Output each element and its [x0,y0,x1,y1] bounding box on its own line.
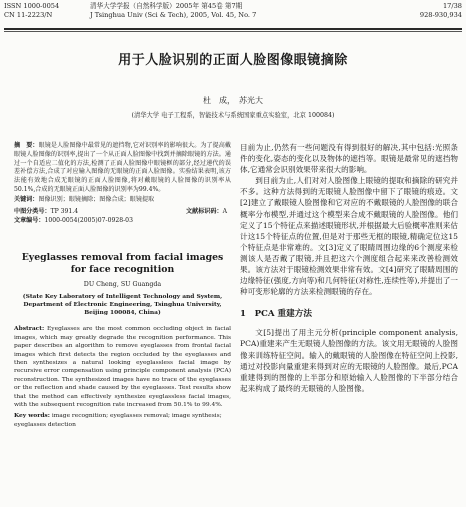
journal-header [4,2,462,28]
section-heading-1: 1 PCA 重建方法 [240,309,312,320]
keywords-zh-text: 图像识别；眼镜摘除；图像合成；眼镜提取 [38,195,155,203]
authors-en: DU Cheng, SU Guangda [83,280,162,288]
left-column [14,142,231,429]
body-paragraph-2: 到目前为止,人们对对人脸图像上眼镜的提取和摘除的研究并不多。这种方法得到的无眼镜人脸图像中留下了眼镜的痕迹。文[2]建立了戴眼镜人脸图像和它对应的不戴眼镜的人脸图像的联合概率分布模型,并通过这个模型来合成不戴眼镜的人脸图像。他们定义了15个特征点来描述眼镜形状,并根据最大后验概率准则来估计这15个特征点的位置,但是对于那些无框的眼镜,精确定位这15个特征点是非常难的。文[3]定义了眼睛周围边缘的6个测度来检测该人是否戴了眼镜,并且把这六个测度组合起来来改善检测效果。该方法对于眼镜检测效果非常有效。文[4]研究了眼睛周围的边缘特征(强度,方向等)和几何特征(对称性,连续性等),并提出了一种可变形轮廓的方法来检测眼镜的存在。 [240,176,458,297]
page-counter: 17/38 [442,2,462,10]
keywords-en [14,412,231,429]
abstract-zh-label: 摘 要： [14,142,39,149]
header-rule-thin [4,31,462,32]
clc-label: 中图分类号： [14,207,51,215]
body-paragraph-1: 目前为止,仍然有一些问题没有得到很好的解决,其中包括:光照条件的变化,姿态的变化以及物体的遮挡等。眼镜是最常见的遮挡物体,它通常会识别效果带来很大的影响。 [240,143,458,175]
doc-code: A [222,207,227,215]
issn-block [4,2,59,19]
journal-name-en: J Tsinghua Univ (Sci & Tech), 2005, Vol. 45, No. 7 [90,10,257,19]
right-column [240,142,458,394]
abstract-zh-text: 眼镜是人脸图像中最常见的遮挡物,它对识别率的影响很大。为了提高戴眼镜人脸图像的识别率,提出了一个从正面人脸图像中找到并摘除眼镜的方法。通过一个自适应二值化的方法,检测了正面人脸图像中眼镜框的部分,经过递代的误差补偿方法,合成了对应输入图像的无眼镜的正面人脸图像。实验结果表明,该方法能有效地合成无眼镜的正面人脸图像,将对戴眼镜的人脸图像的识别率从50.1%,合成的无眼镜正面人脸图像的识别率为99.4%。 [14,142,232,193]
paper-title-en: Eyeglasses removal from facial images for face recognition [21,251,224,276]
affiliation-en: (State Key Laboratory of Intelligent Technology and System, Department of Electronic Engineering, Tsinghua University, Beijing 100084, China) [22,292,223,317]
abstract-en-label: Abstract: [14,325,45,333]
issn: ISSN 1000-0054 [4,2,60,10]
classification-line [14,207,231,216]
abstract-zh [14,142,231,195]
keywords-zh [14,196,231,205]
authors-zh: 杜 成， 苏光大 [203,96,263,105]
journal-name-block [90,2,256,19]
abstract-en-text: Eyeglasses are the most common occluding object in facial images, which may greatly degrade the recognition performance. This paper describes an algorithm to remove eyeglasses from frontal facial images which first detects the region occluded by the eyeglasses and then synthesizes a natural looking eyeglassless facial image by recursive error compensation using principle component analysis (PCA) reconstruction. The synthesized images have no trace of the eyeglasses or the reflection and shade caused by the eyeglasses. Test results show that the method can effectively synthesize eyeglassless facial images, with the subsequent recognition rate increased from 50.1% to 99.4%. [14,326,231,409]
body-paragraph-3: 文[5]提出了用主元分析(principle component analysis, PCA)重建来产生无眼镜人脸图像的方法。该文用无眼镜的人脸图像来训练特征空间。输入的戴眼镜的人脸图像在特征空间上投影,通过对投影向量重建来得到对应的无眼镜的人脸图像。最后,PCA重建得到的图像的上半部分和原始输入人脸图像的下半部分结合起来构成了最终的无眼镜的人脸图像。 [240,328,458,393]
keywords-en-label: Key words: [14,412,50,420]
doc-code-label: 文献标识码： [186,207,223,215]
article-number [14,216,231,225]
paper-title-zh: 用于人脸识别的正面人脸图像眼镜摘除 [118,53,348,68]
abstract-en [14,325,231,409]
clc-code: TP 391.4 [50,207,79,215]
article-number-label: 文章编号： [14,216,45,224]
journal-name-zh: 清华大学学报（自然科学版）2005年 第45卷 第7期 [90,2,243,10]
doc-code-block [186,207,227,216]
keywords-en-text: image recognition; eyeglasses removal; image synthesis; eyeglasses detection [14,413,222,428]
affiliation-zh: (清华大学 电子工程系，智能技术与系统国家重点实验室，北京 100084) [131,112,335,119]
page-number-block [420,2,462,19]
cn-number: CN 11-2223/N [4,10,53,19]
page-range: 928-930,934 [419,10,462,19]
header-rule-thick [4,28,462,30]
keywords-zh-label: 关键词： [14,195,39,203]
article-number-value: 1000-0054(2005)07-0928-03 [44,216,133,224]
